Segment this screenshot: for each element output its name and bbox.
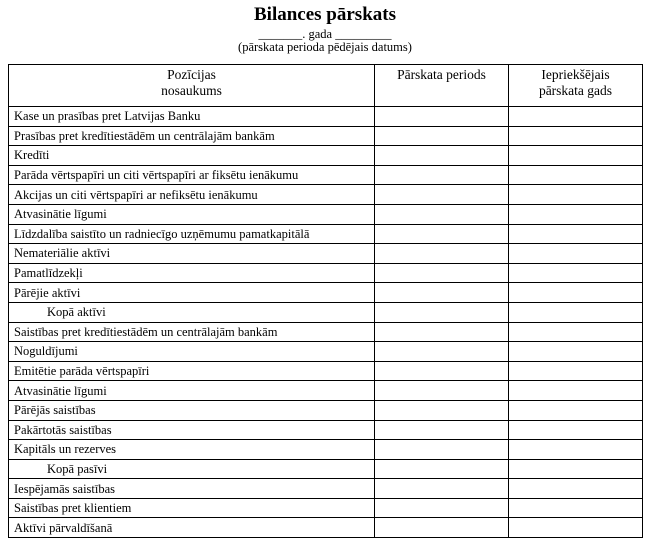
row-label: Akcijas un citi vērtspapīri ar nefiksētu ienākumu: [9, 185, 375, 205]
column-header-items: [9, 65, 375, 107]
row-label: Kase un prasības pret Latvijas Banku: [9, 107, 375, 127]
row-label: Saistības pret klientiem: [9, 498, 375, 518]
previous-year-cell: [509, 361, 643, 381]
row-label: Parāda vērtspapīri un citi vērtspapīri ar fiksētu ienākumu: [9, 165, 375, 185]
row-label-total: Kopā pasīvi: [9, 459, 375, 479]
previous-year-cell: [509, 322, 643, 342]
table-header-row: [9, 65, 643, 107]
table-row: [9, 381, 643, 401]
table-row-total-liabilities: [9, 459, 643, 479]
current-period-cell: [375, 302, 509, 322]
row-label: Kredīti: [9, 146, 375, 166]
table-row: [9, 283, 643, 303]
row-label: Pārējie aktīvi: [9, 283, 375, 303]
table-row: [9, 479, 643, 499]
table-row: [9, 107, 643, 127]
table-row: [9, 361, 643, 381]
row-label: Saistības pret kredītiestādēm un centrālajām bankām: [9, 322, 375, 342]
row-label: Prasības pret kredītiestādēm un centrālajām bankām: [9, 126, 375, 146]
table-row: [9, 185, 643, 205]
previous-year-cell: [509, 420, 643, 440]
row-label: Atvasinātie līgumi: [9, 204, 375, 224]
current-period-cell: [375, 165, 509, 185]
column-header-items-line1: Pozīcijas: [167, 67, 216, 82]
date-line: _______. gada _________: [258, 27, 392, 41]
row-label: Nemateriālie aktīvi: [9, 244, 375, 264]
column-header-previous-year-line2: pārskata gads: [538, 83, 613, 98]
current-period-cell: [375, 479, 509, 499]
row-label: Pakārtotās saistības: [9, 420, 375, 440]
current-period-cell: [375, 244, 509, 264]
current-period-cell: [375, 518, 509, 538]
previous-year-cell: [509, 146, 643, 166]
previous-year-cell: [509, 400, 643, 420]
current-period-cell: [375, 224, 509, 244]
column-header-previous-year: [509, 65, 643, 107]
previous-year-cell: [509, 302, 643, 322]
current-period-cell: [375, 361, 509, 381]
current-period-cell: [375, 126, 509, 146]
table-row: [9, 204, 643, 224]
table-row: [9, 322, 643, 342]
current-period-cell: [375, 146, 509, 166]
table-row: [9, 165, 643, 185]
current-period-cell: [375, 440, 509, 460]
current-period-cell: [375, 381, 509, 401]
previous-year-cell: [509, 459, 643, 479]
column-header-items-line2: nosaukums: [161, 83, 222, 98]
current-period-cell: [375, 400, 509, 420]
row-label: Kapitāls un rezerves: [9, 440, 375, 460]
column-header-previous-year-line1: Iepriekšējais: [541, 67, 610, 82]
balance-sheet-table: [8, 64, 643, 538]
row-label: Pamatlīdzekļi: [9, 263, 375, 283]
row-label: Noguldījumi: [9, 342, 375, 362]
row-label: Atvasinātie līgumi: [9, 381, 375, 401]
current-period-cell: [375, 263, 509, 283]
previous-year-cell: [509, 165, 643, 185]
current-period-cell: [375, 322, 509, 342]
date-caption: (pārskata perioda pēdējais datums): [238, 40, 412, 54]
table-row: [9, 518, 643, 538]
current-period-cell: [375, 185, 509, 205]
table-row: [9, 342, 643, 362]
previous-year-cell: [509, 440, 643, 460]
previous-year-cell: [509, 107, 643, 127]
row-label: Emitētie parāda vērtspapīri: [9, 361, 375, 381]
row-label: Aktīvi pārvaldīšanā: [9, 518, 375, 538]
row-label: Iespējamās saistības: [9, 479, 375, 499]
row-label-total: Kopā aktīvi: [9, 302, 375, 322]
table-row: [9, 224, 643, 244]
row-label: Līdzdalība saistīto un radniecīgo uzņēmumu pamatkapitālā: [9, 224, 375, 244]
previous-year-cell: [509, 518, 643, 538]
previous-year-cell: [509, 244, 643, 264]
current-period-cell: [375, 342, 509, 362]
current-period-cell: [375, 498, 509, 518]
table-row-total-assets: [9, 302, 643, 322]
previous-year-cell: [509, 224, 643, 244]
previous-year-cell: [509, 381, 643, 401]
current-period-cell: [375, 459, 509, 479]
previous-year-cell: [509, 283, 643, 303]
table-row: [9, 244, 643, 264]
table-row: [9, 263, 643, 283]
previous-year-cell: [509, 263, 643, 283]
previous-year-cell: [509, 498, 643, 518]
row-label: Pārējās saistības: [9, 400, 375, 420]
table-row: [9, 146, 643, 166]
column-header-current-period: Pārskata periods: [375, 65, 509, 107]
current-period-cell: [375, 107, 509, 127]
table-row: [9, 420, 643, 440]
previous-year-cell: [509, 204, 643, 224]
table-row: [9, 400, 643, 420]
table-row: [9, 498, 643, 518]
previous-year-cell: [509, 479, 643, 499]
current-period-cell: [375, 420, 509, 440]
previous-year-cell: [509, 342, 643, 362]
previous-year-cell: [509, 185, 643, 205]
current-period-cell: [375, 204, 509, 224]
table-row: [9, 126, 643, 146]
page-title: Bilances pārskats: [254, 4, 396, 25]
current-period-cell: [375, 283, 509, 303]
table-row: [9, 440, 643, 460]
previous-year-cell: [509, 126, 643, 146]
